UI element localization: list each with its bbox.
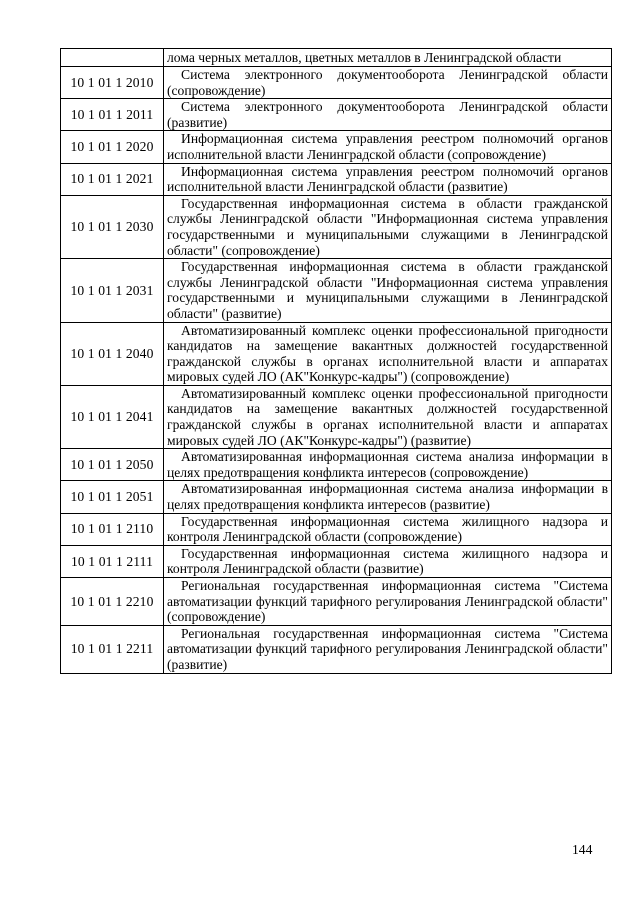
description-cell: Автоматизированный комплекс оценки профессиональной пригодности кандидатов на замещение вакантных должностей государственной гражданской службы в органах исполнительной власти и аппаратах мировых судей ЛО (АК"Конкурс-кадры") (сопровождение) [164, 322, 612, 385]
table-row [61, 322, 612, 385]
table-row [61, 99, 612, 131]
table-row [61, 163, 612, 195]
code-cell: 10 1 01 1 2211 [61, 625, 164, 673]
code-cell: 10 1 01 1 2210 [61, 578, 164, 626]
description-cell: Система электронного документооборота Ленинградской области (сопровождение) [164, 67, 612, 99]
description-cell: Автоматизированный комплекс оценки профессиональной пригодности кандидатов на замещение вакантных должностей государственной гражданской службы в органах исполнительной власти и аппаратах мировых судей ЛО (АК"Конкурс-кадры") (развитие) [164, 385, 612, 448]
table-row [61, 513, 612, 545]
table-row [61, 67, 612, 99]
description-cell: Государственная информационная система жилищного надзора и контроля Ленинградской области (сопровождение) [164, 513, 612, 545]
description-cell: Система электронного документооборота Ленинградской области (развитие) [164, 99, 612, 131]
code-cell: 10 1 01 1 2021 [61, 163, 164, 195]
table-row [61, 131, 612, 163]
code-cell: 10 1 01 1 2030 [61, 195, 164, 258]
table-row [61, 259, 612, 322]
description-cell: Государственная информационная система жилищного надзора и контроля Ленинградской области (развитие) [164, 545, 612, 577]
table-row [61, 625, 612, 673]
table-row [61, 578, 612, 626]
code-cell: 10 1 01 1 2020 [61, 131, 164, 163]
description-cell: Автоматизированная информационная система анализа информации в целях предотвращения конфликта интересов (развитие) [164, 481, 612, 513]
code-cell: 10 1 01 1 2041 [61, 385, 164, 448]
code-cell: 10 1 01 1 2031 [61, 259, 164, 322]
description-cell: лома черных металлов, цветных металлов в Ленинградской области [164, 49, 612, 67]
description-cell: Автоматизированная информационная система анализа информации в целях предотвращения конфликта интересов (сопровождение) [164, 449, 612, 481]
code-cell: 10 1 01 1 2040 [61, 322, 164, 385]
table-row [61, 49, 612, 67]
page-number: 144 [572, 842, 593, 857]
code-cell: 10 1 01 1 2110 [61, 513, 164, 545]
description-cell: Информационная система управления реестром полномочий органов исполнительной власти Ленинградской области (развитие) [164, 163, 612, 195]
table-row [61, 545, 612, 577]
description-cell: Региональная государственная информационная система "Система автоматизации функций тарифного регулирования Ленинградской области" (сопровождение) [164, 578, 612, 626]
table-row [61, 449, 612, 481]
program-codes-table [60, 48, 612, 674]
description-cell: Государственная информационная система в области гражданской службы Ленинградской области "Информационная система управления государственными и муниципальными служащими в Ленинградской области" (развитие) [164, 259, 612, 322]
table-row [61, 481, 612, 513]
code-cell: 10 1 01 1 2111 [61, 545, 164, 577]
description-cell: Региональная государственная информационная система "Система автоматизации функций тарифного регулирования Ленинградской области" (развитие) [164, 625, 612, 673]
code-cell-empty [61, 49, 164, 67]
description-cell: Государственная информационная система в области гражданской службы Ленинградской области "Информационная система управления государственными и муниципальными служащими в Ленинградской области" (сопровождение) [164, 195, 612, 258]
code-cell: 10 1 01 1 2050 [61, 449, 164, 481]
code-cell: 10 1 01 1 2010 [61, 67, 164, 99]
code-cell: 10 1 01 1 2051 [61, 481, 164, 513]
code-cell: 10 1 01 1 2011 [61, 99, 164, 131]
table-row [61, 195, 612, 258]
table-row [61, 385, 612, 448]
description-cell: Информационная система управления реестром полномочий органов исполнительной власти Ленинградской области (сопровождение) [164, 131, 612, 163]
